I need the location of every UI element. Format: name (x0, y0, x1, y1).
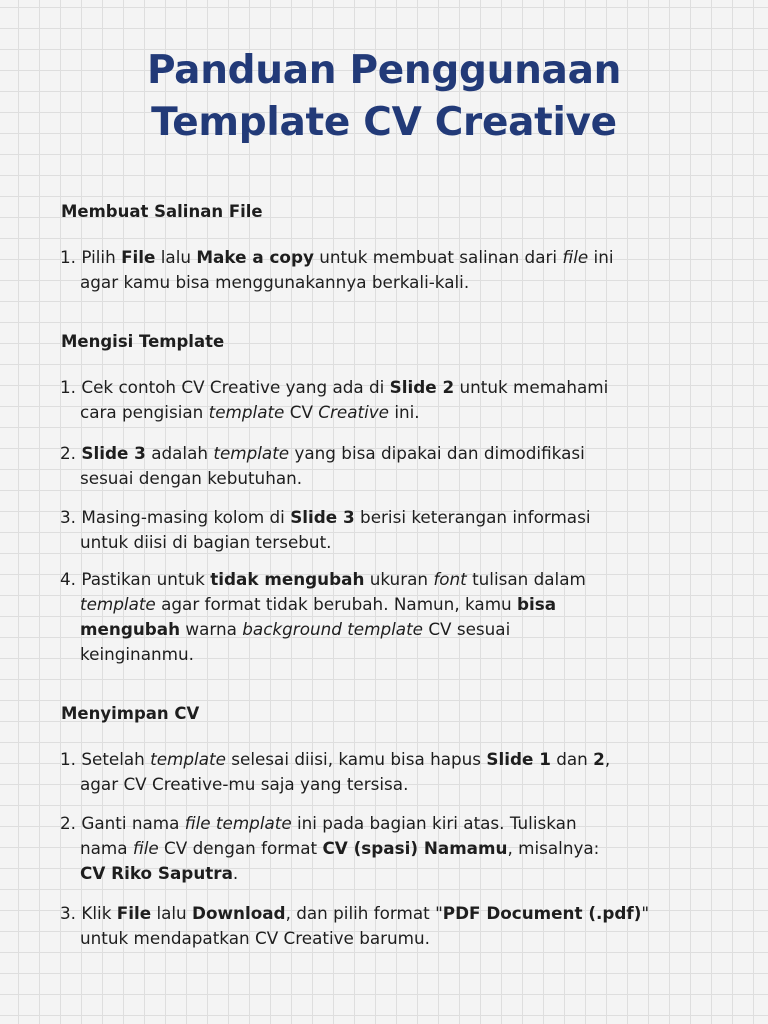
list-item-line (60, 811, 730, 836)
list-item-line (60, 270, 730, 295)
text-run: lalu (155, 247, 197, 267)
italic-text: template (213, 443, 290, 463)
text-run: agar CV Creative-mu saja yang tersisa. (80, 774, 409, 794)
text-run: , misalnya: (507, 838, 600, 858)
text-run: cara pengisian (80, 402, 209, 422)
bold-text: PDF Document (.pdf) (442, 903, 642, 923)
bold-text: Slide 3 (290, 507, 355, 527)
text-run: agar format tidak berubah. Namun, kamu (155, 594, 518, 614)
italic-text: file (562, 247, 589, 267)
text-run: Klik (81, 903, 117, 923)
text-run: berisi keterangan informasi (354, 507, 591, 527)
bold-text: Make a copy (196, 247, 314, 267)
list-item-line (60, 901, 730, 926)
text-run: untuk diisi di bagian tersebut. (80, 532, 332, 552)
list-number: 1. (60, 247, 77, 267)
list-item-line (60, 926, 730, 951)
bold-text: Slide 1 (486, 749, 551, 769)
list-item-line (60, 836, 730, 861)
list-item (60, 505, 730, 555)
text-run: tulisan dalam (466, 569, 586, 589)
italic-text: template (150, 749, 226, 769)
list-item-line (60, 861, 730, 886)
text-run: ini (588, 247, 614, 267)
list-item-line (60, 466, 730, 491)
list-item-line (60, 441, 730, 466)
list-item (60, 441, 730, 491)
italic-text: file template (184, 813, 292, 833)
text-run: Pilih (81, 247, 122, 267)
text-run: Ganti nama (81, 813, 185, 833)
list-item (60, 245, 730, 295)
bold-text: tidak mengubah (210, 569, 365, 589)
list-number: 1. (60, 377, 77, 397)
list-item-line (60, 567, 730, 592)
bold-text: mengubah (80, 619, 181, 639)
text-run: nama (80, 838, 133, 858)
text-run: untuk mendapatkan CV Creative barumu. (80, 928, 430, 948)
text-run: adalah (145, 443, 214, 463)
bold-text: Download (192, 903, 286, 923)
text-run: Cek contoh CV Creative yang ada di (81, 377, 390, 397)
text-run: ini pada bagian kiri atas. Tuliskan (291, 813, 577, 833)
italic-text: file (132, 838, 159, 858)
bold-text: Slide 2 (389, 377, 455, 397)
list-item-line (60, 400, 730, 425)
page-title-line-2: Template CV Creative (151, 100, 617, 145)
text-run: . (232, 863, 239, 883)
list-number: 2. (60, 443, 77, 463)
text-run: , (604, 749, 611, 769)
list-number: 3. (60, 507, 77, 527)
list-item-line (60, 772, 730, 797)
text-run: dan (550, 749, 594, 769)
text-run: untuk memahami (454, 377, 609, 397)
list-number: 3. (60, 903, 77, 923)
list-item (60, 567, 730, 667)
text-run: warna (180, 619, 243, 639)
text-run: selesai diisi, kamu bisa hapus (225, 749, 487, 769)
italic-text: template (208, 402, 285, 422)
text-run: Masing-masing kolom di (81, 507, 291, 527)
bold-text: Slide 3 (81, 443, 146, 463)
section-heading-menyimpan-cv: Menyimpan CV (61, 704, 200, 723)
text-run: Setelah (81, 749, 151, 769)
text-run: agar kamu bisa menggunakannya berkali-kali. (80, 272, 470, 292)
bold-text: 2 (593, 749, 605, 769)
bold-text: CV Riko Saputra (80, 863, 233, 883)
italic-text: Creative (318, 402, 389, 422)
text-run: lalu (151, 903, 193, 923)
page-title (0, 45, 768, 149)
list-item (60, 375, 730, 425)
text-run: CV dengan format (158, 838, 323, 858)
text-run: sesuai dengan kebutuhan. (80, 468, 303, 488)
list-item-line (60, 617, 730, 642)
text-run: yang bisa dipakai dan dimodifikasi (289, 443, 585, 463)
bold-text: CV (spasi) Namamu (322, 838, 508, 858)
list-number: 1. (60, 749, 77, 769)
bold-text: File (121, 247, 156, 267)
list-item-line (60, 592, 730, 617)
text-run: keinginanmu. (80, 644, 194, 664)
list-item-line (60, 642, 730, 667)
list-item (60, 747, 730, 797)
italic-text: template (80, 594, 156, 614)
section-heading-membuat-salinan: Membuat Salinan File (61, 202, 263, 221)
text-run: CV (284, 402, 319, 422)
text-run: " (641, 903, 650, 923)
page-title-line-1: Panduan Penggunaan (146, 48, 622, 93)
section-heading-mengisi-template: Mengisi Template (61, 332, 225, 351)
list-item-line (60, 747, 730, 772)
list-number: 2. (60, 813, 77, 833)
list-item-line (60, 530, 730, 555)
text-run: ini. (389, 402, 420, 422)
list-item (60, 811, 730, 886)
text-run: CV sesuai (422, 619, 511, 639)
text-run: ukuran (364, 569, 434, 589)
bold-text: bisa (517, 594, 557, 614)
list-item-line (60, 505, 730, 530)
text-run: , dan pilih format " (285, 903, 443, 923)
list-item-line (60, 245, 730, 270)
italic-text: background template (242, 619, 423, 639)
list-number: 4. (60, 569, 77, 589)
text-run: Pastikan untuk (81, 569, 211, 589)
bold-text: File (116, 903, 152, 923)
list-item (60, 901, 730, 951)
italic-text: font (433, 569, 467, 589)
text-run: untuk membuat salinan dari (313, 247, 563, 267)
list-item-line (60, 375, 730, 400)
